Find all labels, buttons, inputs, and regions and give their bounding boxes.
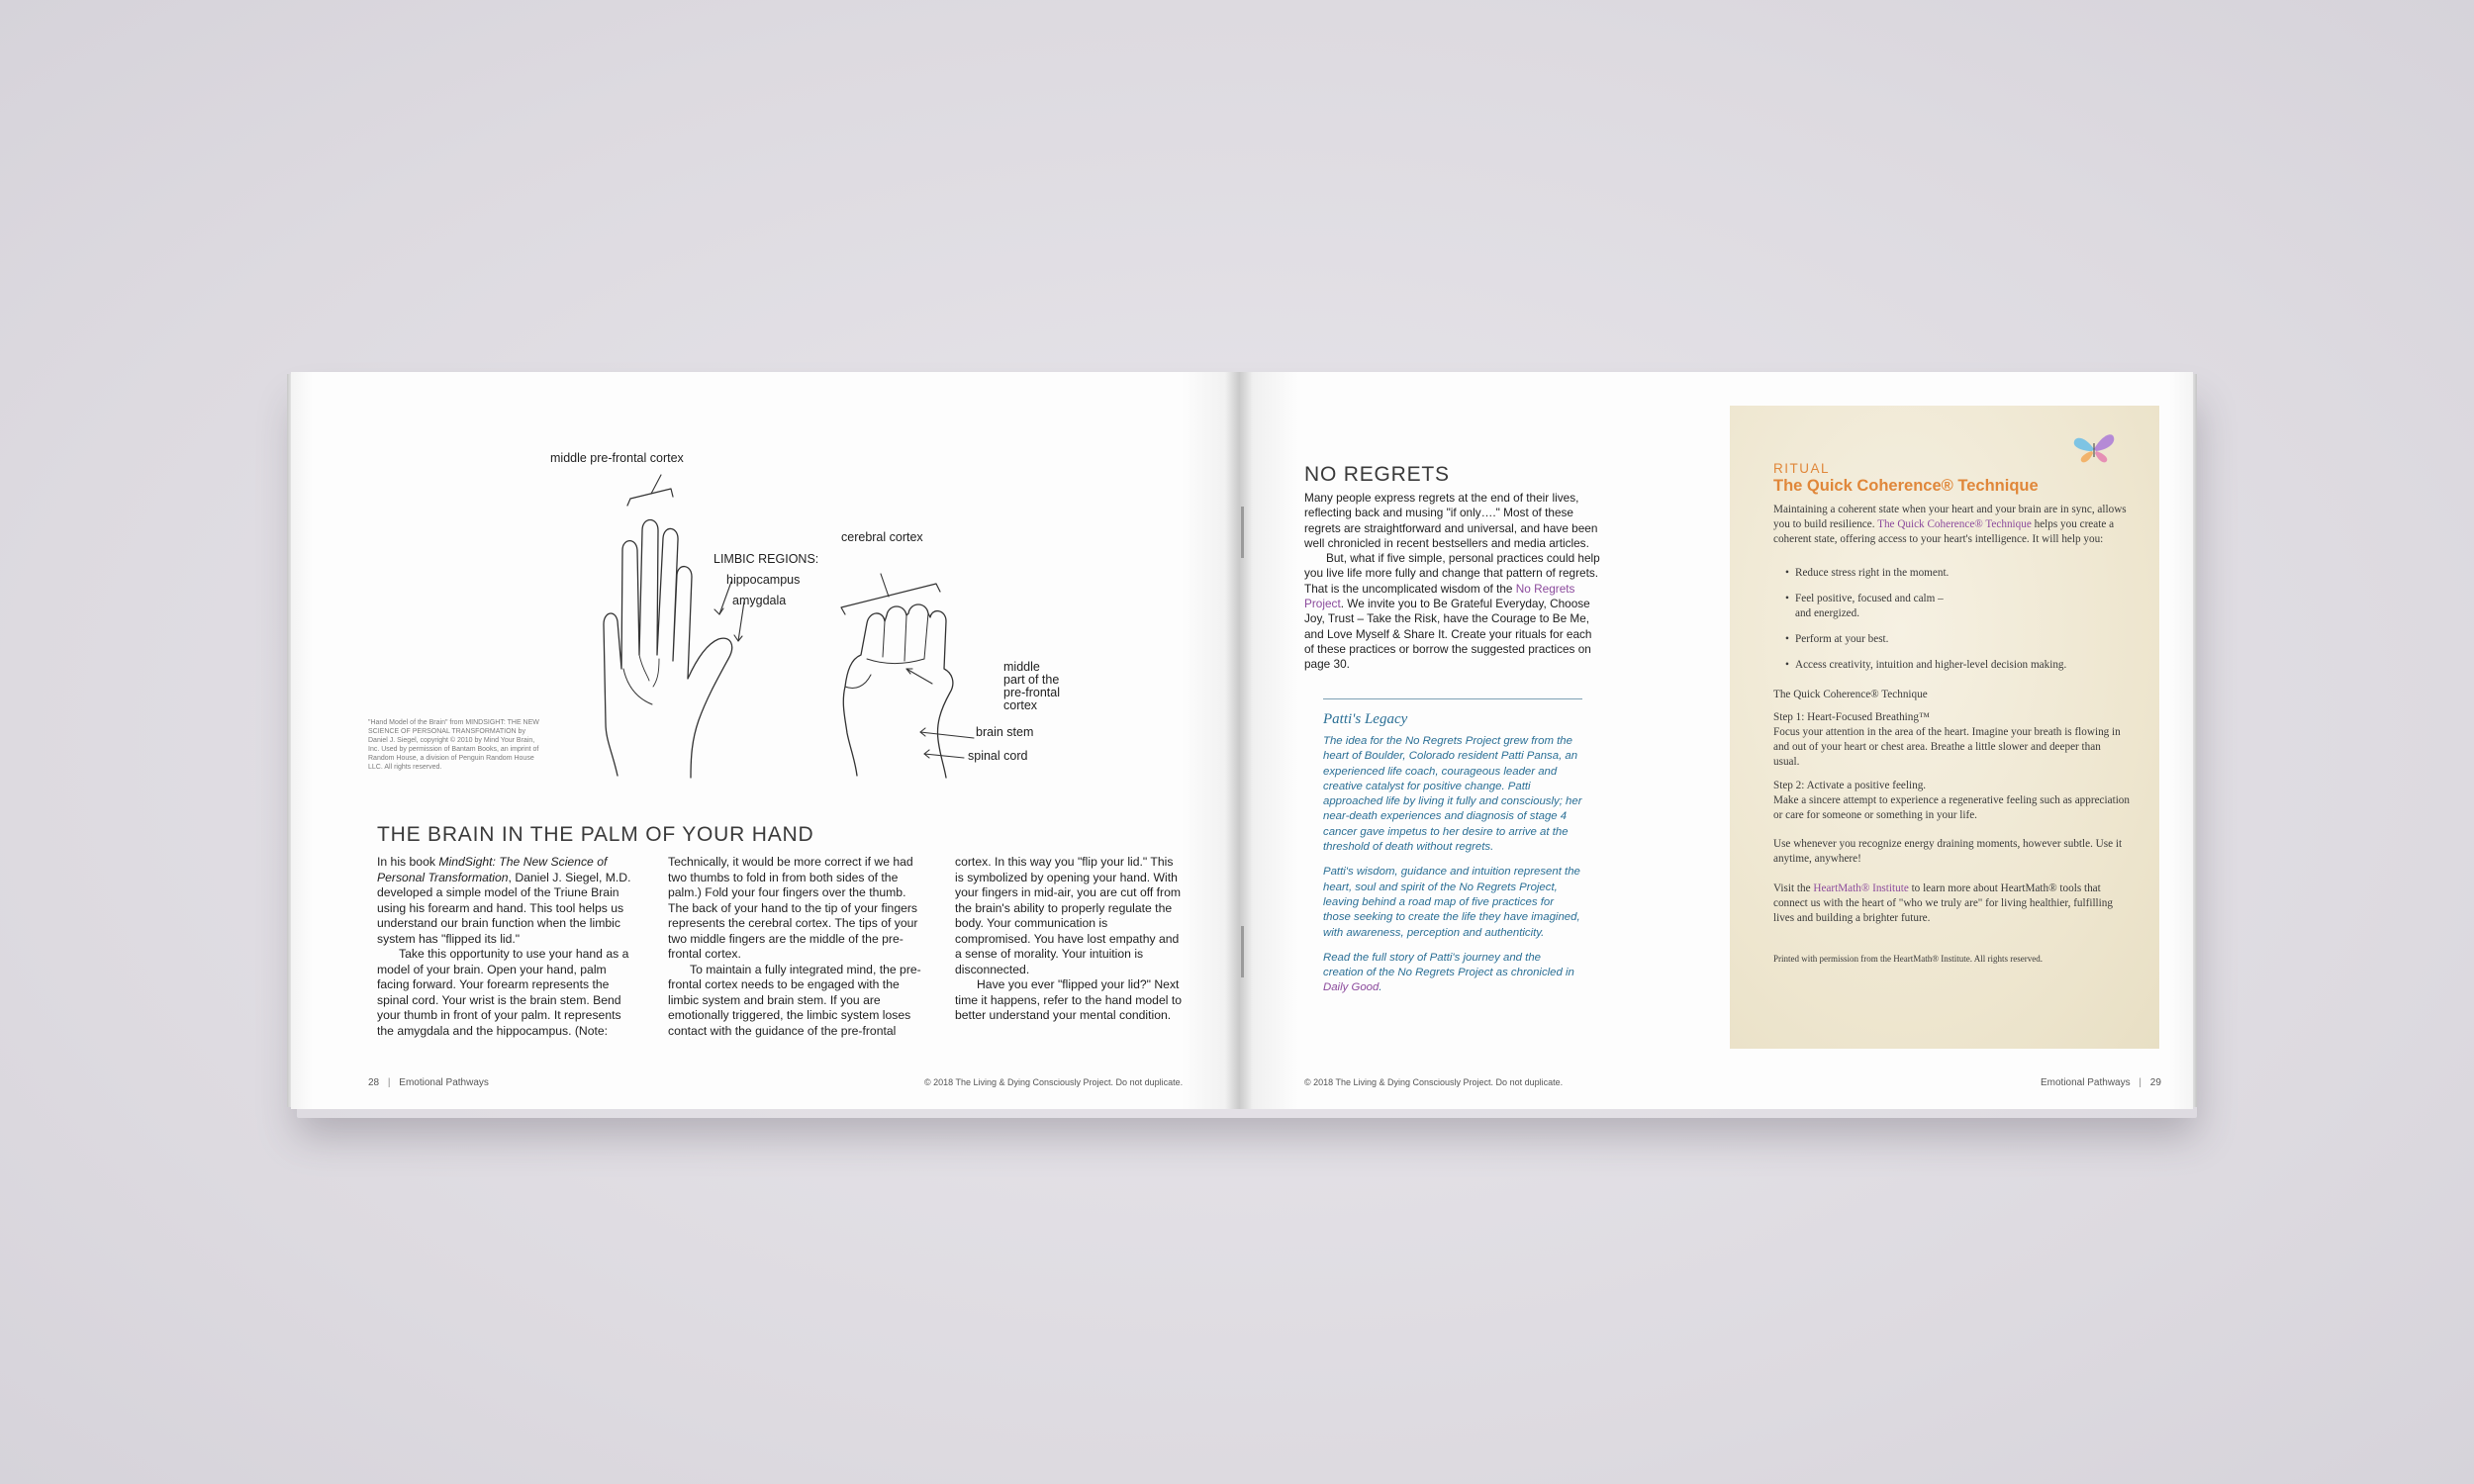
step1-text: Focus your attention in the area of the heart. Imagine your breath is flowing in and out of your heart or chest area. Breathe a little slower and deeper than usual. bbox=[1773, 726, 2121, 769]
ritual-kicker: RITUAL bbox=[1773, 461, 1831, 476]
fist-drawing bbox=[843, 604, 953, 778]
list-item: • Access creativity, intuition and higher-level decision making. bbox=[1795, 658, 2130, 673]
list-item: • Feel positive, focused and calm – and energized. bbox=[1795, 592, 2130, 621]
section-title-brain: THE BRAIN IN THE PALM OF YOUR HAND bbox=[377, 823, 814, 846]
illustration-credit: "Hand Model of the Brain" from MINDSIGHT: THE NEW SCIENCE OF PERSONAL TRANSFORMATION by Daniel J. Siegel, copyright © 2010 by Mind Your Brain, Inc. Used by permission of Bantam Books, an imprint of Random House, a division of Penguin Random House LLC. All rights reserved. bbox=[368, 719, 539, 771]
label-hippocampus: hippocampus bbox=[726, 573, 801, 587]
folio-title-right: Emotional Pathways bbox=[2041, 1077, 2131, 1088]
technique-label: The Quick Coherence® Technique bbox=[1773, 688, 1928, 700]
benefits-list bbox=[1773, 566, 2130, 674]
no-regrets-project-link[interactable]: No Regrets Project bbox=[1304, 581, 1575, 611]
label-spinal-cord: spinal cord bbox=[968, 749, 1028, 763]
legacy-heading: Patti's Legacy bbox=[1323, 711, 1408, 727]
binding-clip-bottom bbox=[1241, 926, 1244, 977]
column-2: Technically, it would be more correct if we had two thumbs to fold in from both sides of the palm.) Fold your four fingers over the thumb. The back of your hand to the tip of your fingers represents the cerebral cortex. The tips of your two middle fingers are the middle of the pre-frontal cortex. To maintain a fully integrated mind, the pre-frontal cortex needs to be engaged with the limbic system and brain stem. If you are emotionally triggered, the limbic system loses contact with the guidance of the pre-frontal bbox=[668, 855, 921, 1038]
pattis-legacy-box bbox=[1323, 698, 1582, 1006]
page-number-28: 28 bbox=[368, 1077, 380, 1088]
step2-title: Step 2: Activate a positive feeling. bbox=[1773, 779, 1927, 791]
permission-note: Printed with permission from the HeartMath® Institute. All rights reserved. bbox=[1773, 954, 2044, 965]
folio-left: 28 | Emotional Pathways bbox=[368, 1077, 489, 1088]
label-middle-prefrontal-fist: middle part of the pre-frontal cortex bbox=[1003, 660, 1060, 712]
visit-text: Visit the HeartMath® Institute to learn more about HeartMath® tools that connect us with the heart of "who we truly are" for living healthier, fulfilling lives and building a brighter future. bbox=[1773, 881, 2113, 925]
legacy-p1: The idea for the No Regrets Project grew from the heart of Boulder, Colorado resident Patti Pansa, an experienced life coach, courageous leader and creative catalyst for positive change. Patti approached life by living it fully and consciously; her near-death experiences and diagnosis of stage 4 cancer gave impetus to her desire to arrive at the threshold of death without regrets. bbox=[1323, 735, 1582, 854]
daily-good-link[interactable]: Daily Good bbox=[1323, 981, 1380, 994]
column-3: cortex. In this way you "flip your lid." This is symbolized by opening your hand. With your fingers in mid-air, you are cut off from the brain's ability to properly regulate the body. Your communication is compromised. You have lost empathy and a sense of morality. Your intuition is disconnected. Have you ever "flipped your lid?" Next time it happens, refer to the hand model to better understand your mental condition. bbox=[955, 855, 1182, 1022]
heartmath-link[interactable]: HeartMath® Institute bbox=[1813, 881, 1909, 894]
column-1: In his book MindSight: The New Science of Personal Transformation, Daniel J. Siegel, M.D. developed a simple model of the Triune Brain using his forearm and hand. This tool helps us understand our brain function when the limbic system has "flipped its lid." Take this opportunity to use your hand as a model of your brain. Open your hand, palm facing forward. Your forearm represents the spinal cord. Your wrist is the brain stem. Bend your thumb in front of your palm. It represents the amygdala and the hippocampus. (Note: bbox=[377, 855, 631, 1038]
use-text: Use whenever you recognize energy draining moments, however subtle. Use it anytime, anywhere! bbox=[1773, 838, 2123, 866]
step1-title: Step 1: Heart-Focused Breathing™ bbox=[1773, 710, 1930, 723]
ritual-header bbox=[1773, 461, 2130, 496]
copyright-left: © 2018 The Living & Dying Consciously Project. Do not duplicate. bbox=[924, 1077, 1184, 1087]
right-page bbox=[1239, 372, 2193, 1109]
ritual-panel bbox=[1730, 406, 2159, 1049]
ritual-body bbox=[1773, 503, 2130, 967]
copyright-right: © 2018 The Living & Dying Consciously Project. Do not duplicate. bbox=[1304, 1077, 1564, 1087]
label-limbic-regions: LIMBIC REGIONS: bbox=[714, 552, 819, 566]
binding-clip-top bbox=[1241, 507, 1244, 558]
label-middle-prefrontal: middle pre-frontal cortex bbox=[550, 451, 684, 465]
left-page bbox=[291, 372, 1239, 1109]
book-gutter bbox=[1225, 372, 1253, 1109]
label-cerebral-cortex: cerebral cortex bbox=[841, 530, 923, 544]
step2-text: Make a sincere attempt to experience a regenerative feeling such as appreciation or care for someone or something in your life. bbox=[1773, 793, 2130, 822]
butterfly-icon bbox=[2072, 431, 2116, 465]
list-item: • Perform at your best. bbox=[1795, 632, 2130, 647]
no-regrets-body: Many people express regrets at the end of their lives, reflecting back and musing "if only…." Most of these regrets are straightforward and universal, and have been well chronicled in recent bestsellers and media articles. But, what if five simple, personal practices could help you live life more fully and change that pattern of regrets. That is the uncomplicated wisdom of the No Regrets Project. We invite you to Be Grateful Everyday, Choose Joy, Trust – Take the Risk, have the Courage to Be Me, and Love Myself & Share It. Create your rituals for each of these practices or borrow the suggested practices on page 30. bbox=[1304, 491, 1600, 672]
legacy-p2: Patti's wisdom, guidance and intuition represent the heart, soul and spirit of the No Regrets Project, leaving behind a road map of five practices for those seeking to create the life they have imagined, with awareness, perception and authenticity. bbox=[1323, 866, 1580, 939]
quick-coherence-link[interactable]: The Quick Coherence® Technique bbox=[1877, 518, 2032, 531]
ritual-intro: Maintaining a coherent state when your heart and your brain are in sync, allows you to build resilience. The Quick Coherence® Technique helps you create a coherent state, offering access to your heart's intelligence. It will help you: bbox=[1773, 504, 2127, 546]
legacy-p3: Read the full story of Patti's journey and the creation of the No Regrets Project as chronicled in Daily Good. bbox=[1323, 951, 1574, 994]
list-item: • Reduce stress right in the moment. bbox=[1795, 566, 2130, 581]
folio-right: Emotional Pathways | 29 bbox=[2041, 1077, 2161, 1088]
label-amygdala: amygdala bbox=[732, 594, 787, 607]
folio-title-left: Emotional Pathways bbox=[399, 1077, 489, 1088]
ritual-title: The Quick Coherence® Technique bbox=[1773, 477, 2039, 495]
page-number-29: 29 bbox=[2149, 1077, 2161, 1088]
label-brain-stem: brain stem bbox=[976, 725, 1034, 739]
section-title-no-regrets: NO REGRETS bbox=[1304, 463, 1450, 486]
